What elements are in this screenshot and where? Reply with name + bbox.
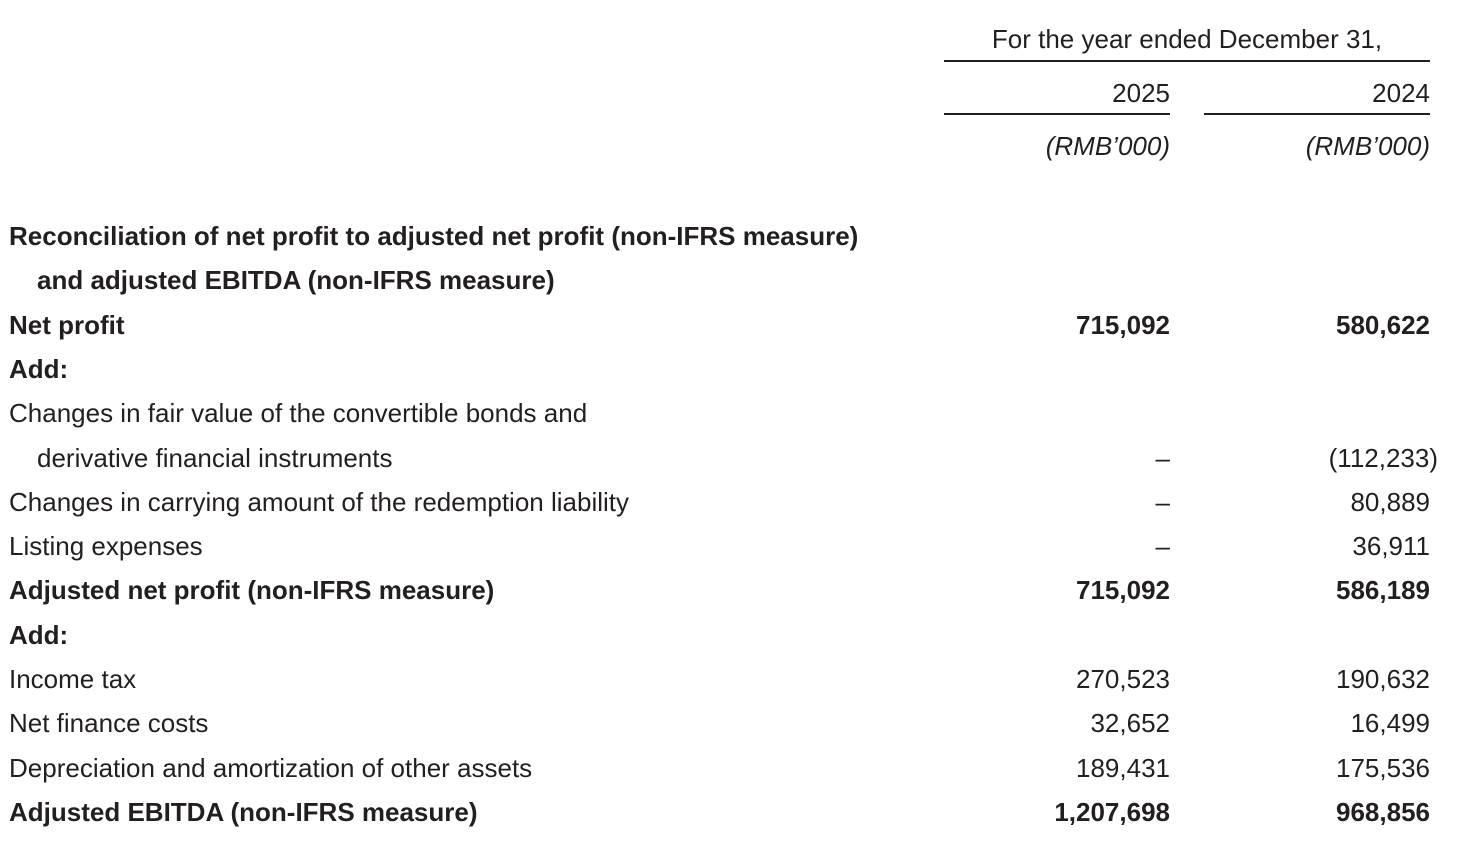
value-2025: 189,431 [1076, 753, 1170, 783]
value-2025: – [1155, 531, 1170, 561]
year-2025-heading: 2025 [1112, 78, 1170, 108]
row-label: Net profit [9, 310, 125, 340]
table-row [0, 485, 1476, 529]
value-2025: 715,092 [1076, 575, 1170, 605]
unit-2024-label: (RMB’000) [1305, 131, 1430, 161]
year-2024-underline [1204, 113, 1430, 115]
row-label: Income tax [9, 664, 137, 694]
row-label: Reconciliation of net profit to adjusted net profit (non-IFRS measure) [9, 221, 859, 251]
value-2024: 580,622 [1336, 310, 1430, 340]
row-label: Changes in fair value of the convertible bonds and [9, 398, 588, 428]
table-row [0, 706, 1476, 750]
value-2025: 270,523 [1076, 664, 1170, 694]
row-label: Add: [9, 354, 69, 384]
row-label: Depreciation and amortization of other assets [9, 753, 533, 783]
value-2025: 715,092 [1076, 310, 1170, 340]
value-2024: 36,911 [1352, 531, 1430, 561]
table-row [0, 573, 1476, 617]
table-row [0, 263, 1476, 307]
table-row [0, 396, 1476, 440]
value-2025: – [1155, 443, 1170, 473]
row-label: Changes in carrying amount of the redemption liability [9, 487, 630, 517]
table-row [0, 441, 1476, 485]
value-2024: 968,856 [1336, 797, 1430, 827]
row-label: derivative financial instruments [37, 443, 393, 473]
row-label: Net finance costs [9, 708, 209, 738]
value-2024: 190,632 [1336, 664, 1430, 694]
value-2024: (112,233) [1328, 443, 1438, 473]
row-label: Adjusted EBITDA (non-IFRS measure) [9, 797, 478, 827]
table-row [0, 308, 1476, 352]
period-heading: For the year ended December 31, [991, 24, 1383, 54]
year-2025-underline [944, 113, 1170, 115]
table-row [0, 618, 1476, 662]
year-2024-heading: 2024 [1372, 78, 1430, 108]
table-row [0, 662, 1476, 706]
unit-2025-label: (RMB’000) [1045, 131, 1170, 161]
table-row [0, 529, 1476, 573]
value-2024: 80,889 [1350, 487, 1430, 517]
table-row [0, 751, 1476, 795]
value-2024: 175,536 [1336, 753, 1430, 783]
value-2024: 586,189 [1336, 575, 1430, 605]
row-label: Add: [9, 620, 69, 650]
value-2025: – [1155, 487, 1170, 517]
value-2024: 16,499 [1350, 708, 1430, 738]
row-label: and adjusted EBITDA (non-IFRS measure) [37, 265, 555, 295]
row-label: Adjusted net profit (non-IFRS measure) [9, 575, 495, 605]
value-2025: 32,652 [1090, 708, 1170, 738]
value-2025: 1,207,698 [1054, 797, 1170, 827]
row-label: Listing expenses [9, 531, 203, 561]
table-row [0, 219, 1476, 263]
table-row [0, 795, 1476, 839]
table-row [0, 352, 1476, 396]
period-underline [944, 60, 1430, 62]
